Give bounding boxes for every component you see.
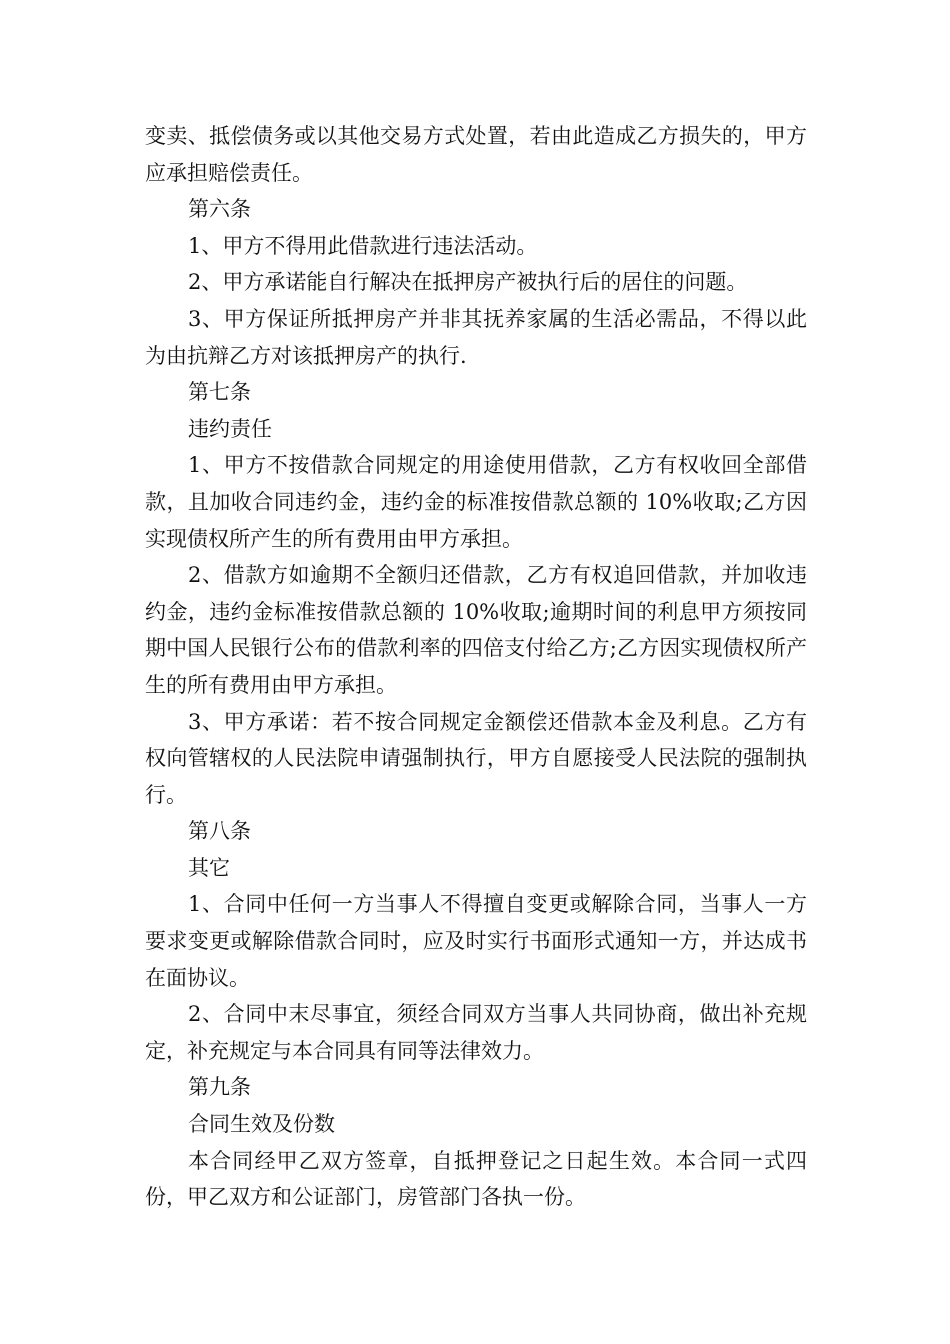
document-body xyxy=(145,118,807,1216)
paragraph-continuation: 变卖、抵偿债务或以其他交易方式处置，若由此造成乙方损失的，甲方应承担赔偿责任。 xyxy=(145,124,807,185)
article-6-clause-2: 2、甲方承诺能自行解决在抵押房产被执行后的居住的问题。 xyxy=(188,270,748,295)
article-7-heading: 第七条 xyxy=(188,380,251,405)
article-9-body: 本合同经甲乙双方签章，自抵押登记之日起生效。本合同一式四份，甲乙双方和公证部门，房管部门各执一份。 xyxy=(145,1148,807,1210)
article-9-title: 合同生效及份数 xyxy=(188,1112,335,1137)
article-8-title: 其它 xyxy=(188,855,230,880)
article-8-clause-1: 1、合同中任何一方当事人不得擅自变更或解除合同，当事人一方要求变更或解除借款合同时，应及时实行书面形式通知一方，并达成书在面协议。 xyxy=(145,892,807,990)
article-6-clause-3: 3、甲方保证所抵押房产并非其抚养家属的生活必需品，不得以此为由抗辩乙方对该抵押房产的执行. xyxy=(145,306,807,368)
article-7-clause-1: 1、甲方不按借款合同规定的用途使用借款，乙方有权收回全部借款，且加收合同违约金，违约金的标准按借款总额的 10%收取;乙方因实现债权所产生的所有费用由甲方承担。 xyxy=(145,453,807,551)
article-7-clause-3: 3、甲方承诺：若不按合同规定金额偿还借款本金及利息。乙方有权向管辖权的人民法院申请强制执行，甲方自愿接受人民法院的强制执行。 xyxy=(145,709,807,807)
article-6-clause-1: 1、甲方不得用此借款进行违法活动。 xyxy=(188,233,538,258)
article-7-title: 违约责任 xyxy=(188,416,272,441)
article-9-heading: 第九条 xyxy=(188,1075,251,1100)
article-6-heading: 第六条 xyxy=(188,197,251,222)
article-8-heading: 第八条 xyxy=(188,819,251,844)
article-8-clause-2: 2、合同中末尽事宜，须经合同双方当事人共同协商，做出补充规定，补充规定与本合同具有同等法律效力。 xyxy=(145,1002,807,1063)
article-7-clause-2: 2、借款方如逾期不全额归还借款，乙方有权追回借款，并加收违约金，违约金标准按借款总额的 10%收取;逾期时间的利息甲方须按同期中国人民银行公布的借款利率的四倍支付给乙方;乙方因实现债权所产生的所有费用由甲方承担。 xyxy=(145,563,807,697)
